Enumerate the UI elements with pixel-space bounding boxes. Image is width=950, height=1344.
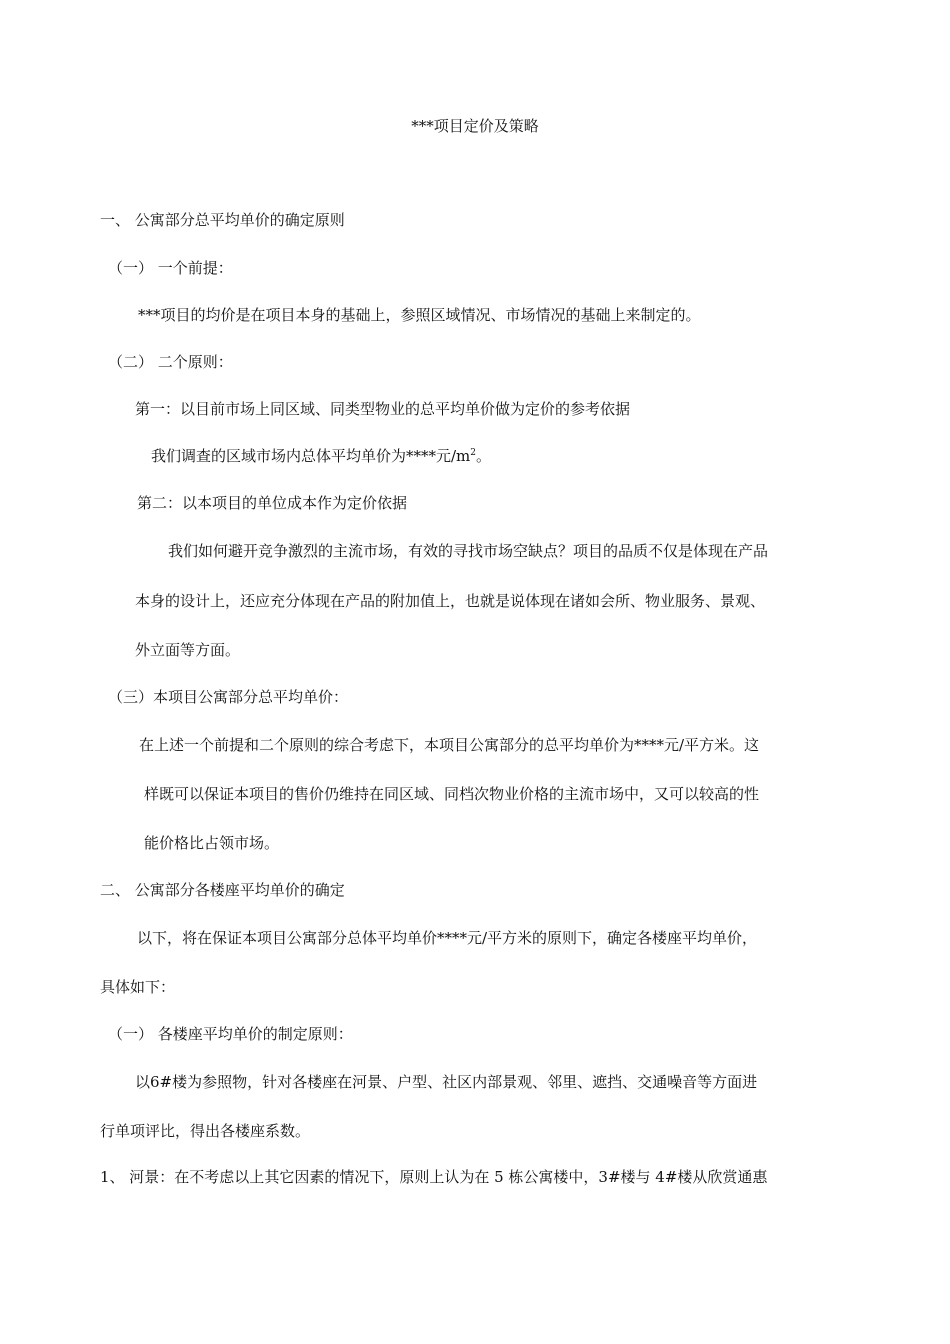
section-1-sub2-heading: （二） 二个原则：	[108, 353, 233, 371]
section-1-sub3-para-line-1: 在上述一个前提和二个原则的综合考虑下，本项目公寓部分的总平均单价为****元/平方米。这	[139, 736, 760, 754]
principle-1: 第一：以目前市场上同区域、同类型物业的总平均单价做为定价的参考依据	[135, 400, 631, 418]
section-1-sub3-para-line-2: 样既可以保证本项目的售价仍维持在同区域、同档次物业价格的主流市场中，又可以较高的性	[144, 785, 760, 803]
section-1-heading: 一、 公寓部分总平均单价的确定原则	[100, 211, 345, 229]
principle-1-detail-end: 。	[476, 447, 492, 465]
section-2-sub1-para-line-2: 行单项评比，得出各楼座系数。	[100, 1122, 311, 1140]
section-1-sub1-text: ***项目的均价是在项目本身的基础上，参照区域情况、市场情况的基础上来制定的。	[138, 306, 701, 324]
superscript-two: 2	[470, 448, 477, 458]
section-2-sub1-para-line-1: 以6#楼为参照物，针对各楼座在河景、户型、社区内部景观、邻里、遮挡、交通噪音等方面进	[135, 1073, 758, 1091]
principle-1-detail-text: 我们调查的区域市场内总体平均单价为****元/m	[151, 447, 471, 465]
principle-2: 第二：以本项目的单位成本作为定价依据	[137, 494, 408, 512]
section-2-para-line-2: 具体如下：	[100, 978, 176, 996]
section-2-sub1-heading: （一） 各楼座平均单价的制定原则：	[108, 1025, 353, 1043]
section-2-para-line-1: 以下，将在保证本项目公寓部分总体平均单价****元/平方米的原则下，确定各楼座平均单价，	[137, 929, 758, 947]
principle-2-para-line-1: 我们如何避开竞争激烈的主流市场，有效的寻找市场空缺点？项目的品质不仅是体现在产品	[168, 542, 769, 560]
list-item-1: 1、 河景：在不考虑以上其它因素的情况下，原则上认为在 5 栋公寓楼中，3#楼与 4#楼从欣赏通惠	[100, 1168, 768, 1186]
section-1-sub3-heading: （三）本项目公寓部分总平均单价：	[108, 688, 349, 706]
section-2-heading: 二、 公寓部分各楼座平均单价的确定	[100, 881, 345, 899]
section-1-sub1-heading: （一） 一个前提：	[108, 259, 233, 277]
section-1-sub3-para-line-3: 能价格比占领市场。	[144, 834, 280, 852]
principle-2-para-line-2: 本身的设计上，还应充分体现在产品的附加值上，也就是说体现在诸如会所、物业服务、景观、	[135, 592, 766, 610]
document-title: ***项目定价及策略	[411, 117, 539, 135]
principle-1-detail	[151, 446, 491, 466]
principle-2-para-line-3: 外立面等方面。	[135, 641, 241, 659]
